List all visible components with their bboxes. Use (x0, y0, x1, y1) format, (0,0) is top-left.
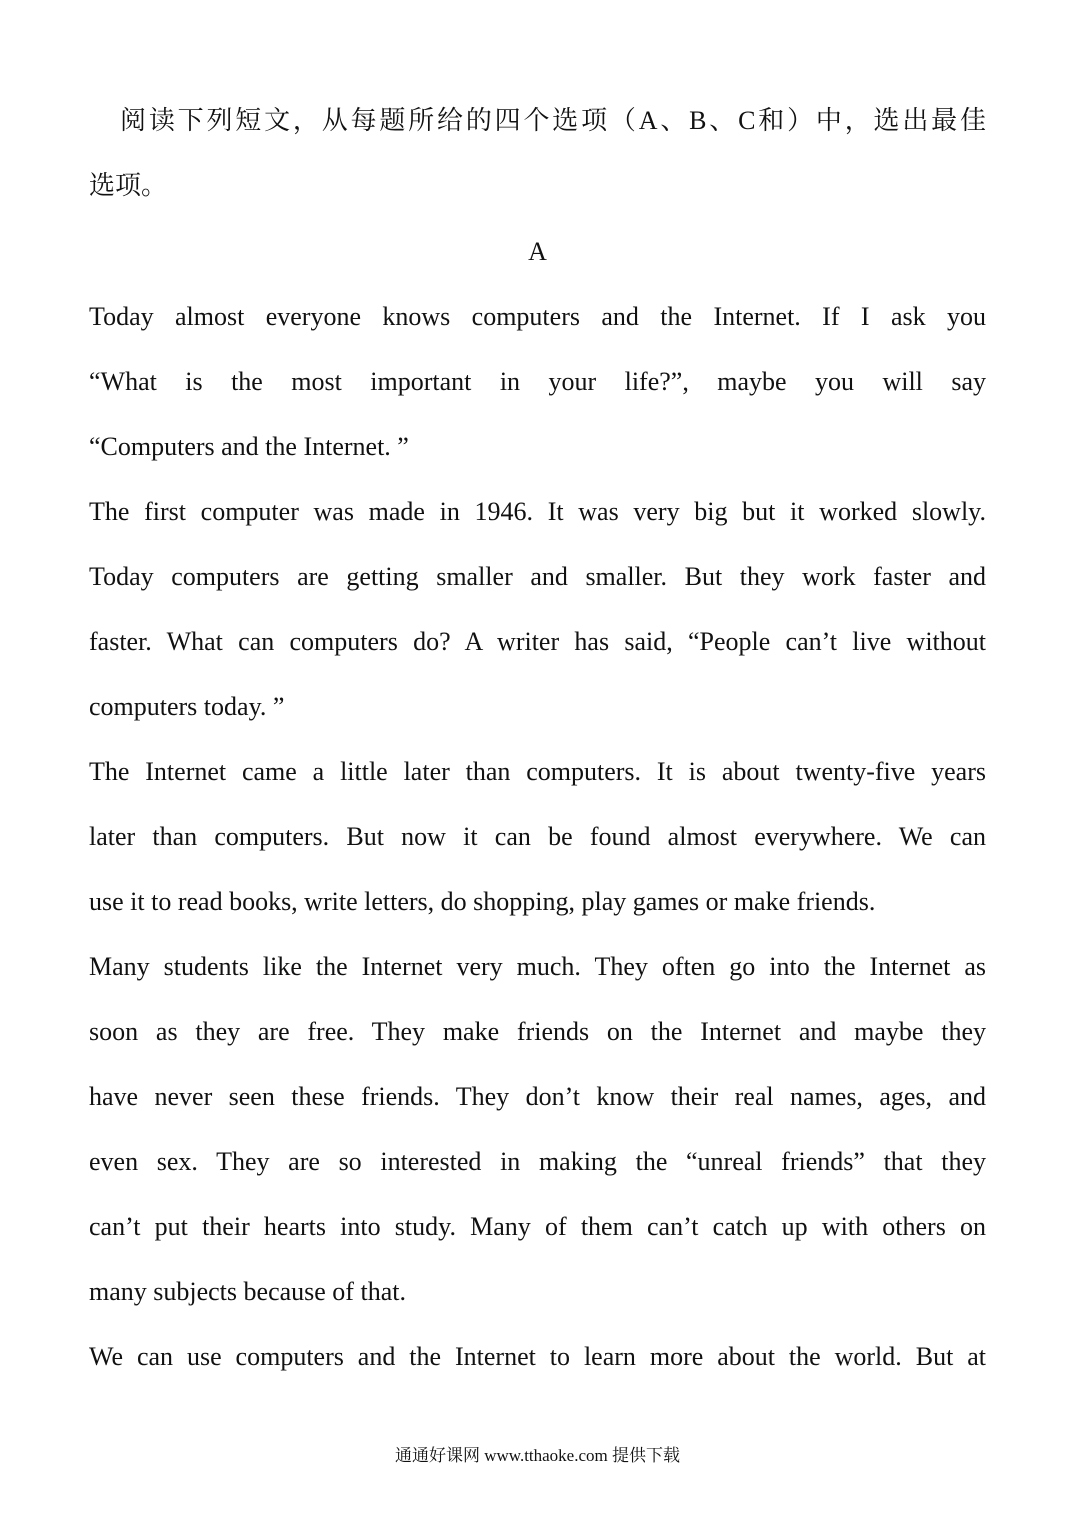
passage-line: Today computers are getting smaller and smaller. But they work faster and (89, 562, 986, 591)
passage-line: Today almost everyone knows computers and the Internet. If I ask you (89, 302, 986, 331)
passage-line: computers today. ” (89, 692, 285, 721)
passage-line: The Internet came a little later than computers. It is about twenty-five years (89, 757, 986, 786)
passage-line: faster. What can computers do? A writer has said, “People can’t live without (89, 627, 986, 656)
passage-line: later than computers. But now it can be found almost everywhere. We can (89, 822, 986, 851)
instruction-line-2: 选项。 (89, 171, 168, 200)
instruction-line-1: 阅读下列短文，从每题所给的四个选项（A、B、C和）中，选出最佳 (120, 106, 986, 135)
passage-line: “Computers and the Internet. ” (89, 432, 409, 461)
passage-line: many subjects because of that. (89, 1277, 406, 1306)
passage-line: “What is the most important in your life?”, maybe you will say (89, 367, 986, 396)
passage-line: have never seen these friends. They don’t know their real names, ages, and (89, 1082, 986, 1111)
passage-line: Many students like the Internet very much. They often go into the Internet as (89, 952, 986, 981)
passage-line: even sex. They are so interested in making the “unreal friends” that they (89, 1147, 986, 1176)
passage-line: The first computer was made in 1946. It was very big but it worked slowly. (89, 497, 986, 526)
passage-line: soon as they are free. They make friends on the Internet and maybe they (89, 1017, 986, 1046)
passage-line: use it to read books, write letters, do shopping, play games or make friends. (89, 887, 876, 916)
passage-line: We can use computers and the Internet to learn more about the world. But at (89, 1342, 986, 1371)
passage-line: can’t put their hearts into study. Many of them can’t catch up with others on (89, 1212, 986, 1241)
section-letter: A (528, 237, 547, 266)
page-footer: 通通好课网 www.tthaoke.com 提供下载 (394, 1446, 681, 1465)
